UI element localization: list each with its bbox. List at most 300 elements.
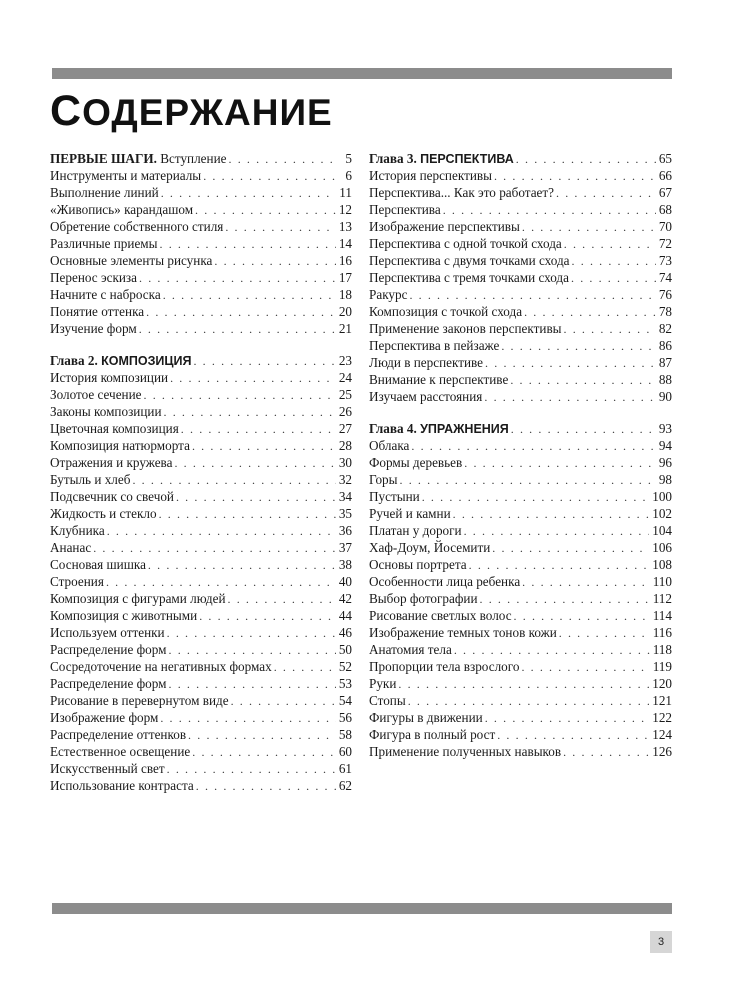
page-ref: 90 [658, 389, 672, 404]
toc-entry[interactable] [369, 743, 672, 760]
page-ref: 20 [338, 304, 352, 319]
dot-leader [464, 523, 650, 540]
toc-entry[interactable] [369, 726, 672, 743]
toc-entry[interactable] [369, 641, 672, 658]
page-ref: 62 [338, 778, 352, 793]
dot-leader [132, 472, 335, 489]
page-ref: 88 [658, 372, 672, 387]
toc-entry[interactable] [50, 201, 352, 218]
entry-title: История перспективы [369, 168, 492, 183]
entry-title: Перспектива с тремя точками схода [369, 270, 569, 285]
entry-title: Естественное освещение [50, 744, 191, 759]
entry-title: Сосновая шишка [50, 557, 146, 572]
dot-leader [516, 151, 656, 168]
toc-entry[interactable] [369, 252, 672, 269]
entry-title: Понятие оттенка [50, 304, 145, 319]
dot-leader [411, 438, 655, 455]
page-ref: 124 [652, 727, 672, 742]
chapter-name: ПЕРСПЕКТИВА [420, 152, 514, 166]
toc-entry[interactable] [369, 167, 672, 184]
page-ref: 121 [652, 693, 672, 708]
entry-title: Перспектива с одной точкой схода [369, 236, 562, 251]
toc-entry[interactable] [50, 420, 352, 437]
toc-entry[interactable] [369, 235, 672, 252]
toc-entry[interactable] [369, 303, 672, 320]
chapter-heading[interactable] [50, 150, 352, 167]
entry-title: Композиция с точкой схода [369, 304, 523, 319]
entry-title: Особенности лица ребенка [369, 574, 521, 589]
entry-title: Анатомия тела [369, 642, 452, 657]
dot-leader [203, 168, 337, 185]
entry-title: Основные элементы рисунка [50, 253, 213, 268]
entry-title: Ручей и камни [369, 506, 451, 521]
entry-title: Использование контраста [50, 778, 194, 793]
dot-leader [524, 304, 656, 321]
dot-leader [409, 287, 655, 304]
toc-entry[interactable] [369, 184, 672, 201]
page-ref: 116 [652, 625, 672, 640]
dot-leader [400, 472, 656, 489]
page-ref: 32 [338, 472, 352, 487]
dot-leader [159, 506, 336, 523]
toc-entry[interactable] [50, 624, 352, 641]
page-ref: 18 [338, 287, 352, 302]
entry-title: Рисование светлых волос [369, 608, 512, 623]
dot-leader [225, 219, 335, 236]
page-ref: 58 [338, 727, 352, 742]
dot-leader [148, 557, 336, 574]
page-ref: 119 [652, 659, 672, 674]
page-ref: 13 [338, 219, 352, 234]
entry-title: Жидкость и стекло [50, 506, 157, 521]
toc-entry[interactable] [50, 726, 352, 743]
toc-entry[interactable] [369, 607, 672, 624]
toc-entry[interactable] [50, 505, 352, 522]
entry-title: Искусственный свет [50, 761, 165, 776]
entry-title: Применение полученных навыков [369, 744, 562, 759]
page-ref: 26 [338, 404, 352, 419]
dot-leader [139, 270, 336, 287]
dot-leader [176, 489, 336, 506]
dot-leader [170, 370, 336, 387]
entry-title: Распределение форм [50, 676, 167, 691]
page-ref: 104 [652, 523, 672, 538]
toc-entry[interactable] [50, 252, 352, 269]
dot-leader [559, 625, 650, 642]
dot-leader [231, 693, 336, 710]
top-rule [52, 68, 672, 79]
page-ref: 12 [338, 202, 352, 217]
dot-leader [443, 202, 656, 219]
entry-title: Перспектива [369, 202, 441, 217]
chapter-heading[interactable] [50, 352, 352, 369]
toc-section [50, 352, 352, 794]
toc-entry[interactable] [50, 658, 352, 675]
dot-leader [193, 353, 335, 370]
chapter-label: Глава 2. [50, 353, 102, 368]
dot-leader [163, 287, 336, 304]
dot-leader [192, 744, 336, 761]
page-ref: 76 [658, 287, 672, 302]
page-ref: 86 [658, 338, 672, 353]
page-ref: 23 [338, 353, 352, 368]
toc-entry[interactable] [369, 488, 672, 505]
dot-leader [106, 574, 336, 591]
page-ref: 70 [658, 219, 672, 234]
toc-entry[interactable] [369, 337, 672, 354]
dot-leader [484, 389, 655, 406]
entry-title: История композиции [50, 370, 169, 385]
page-ref: 102 [652, 506, 672, 521]
chapter-title [369, 420, 509, 438]
dot-leader [167, 625, 336, 642]
toc-entry[interactable] [369, 505, 672, 522]
toc-entry[interactable] [369, 454, 672, 471]
chapter-label: ПЕРВЫЕ ШАГИ. [50, 151, 157, 166]
page-ref: 25 [338, 387, 352, 402]
entry-title: Ракурс [369, 287, 408, 302]
toc-entry[interactable] [50, 539, 352, 556]
entry-title: Изображение форм [50, 710, 159, 725]
dot-leader [229, 151, 338, 168]
page-ref: 74 [658, 270, 672, 285]
page-ref: 16 [338, 253, 352, 268]
page-ref: 40 [338, 574, 352, 589]
dot-leader [214, 253, 335, 270]
page-ref: 82 [658, 321, 672, 336]
toc-entry[interactable] [50, 167, 352, 184]
dot-leader [196, 778, 336, 795]
entry-title: Пустыни [369, 489, 420, 504]
toc-entry[interactable] [50, 488, 352, 505]
page-ref: 37 [338, 540, 352, 555]
toc-entry[interactable] [50, 607, 352, 624]
page-ref: 44 [338, 608, 352, 623]
entry-title: Композиция с животными [50, 608, 198, 623]
dot-leader [454, 642, 650, 659]
toc-entry[interactable] [50, 522, 352, 539]
dot-leader [497, 727, 649, 744]
toc-entry[interactable] [369, 437, 672, 454]
page-ref: 28 [338, 438, 352, 453]
chapter-heading[interactable] [369, 150, 672, 167]
page-ref: 78 [658, 304, 672, 319]
dot-leader [199, 608, 336, 625]
dot-leader [192, 438, 336, 455]
toc-entry[interactable] [50, 641, 352, 658]
page-ref: 56 [338, 710, 352, 725]
dot-leader [501, 338, 655, 355]
entry-title: Композиция с фигурами людей [50, 591, 226, 606]
entry-title: Формы деревьев [369, 455, 463, 470]
entry-title: Золотое сечение [50, 387, 142, 402]
toc-column-right [369, 150, 672, 775]
page-ref: 11 [339, 185, 352, 200]
toc-entry[interactable] [369, 201, 672, 218]
chapter-title [50, 352, 191, 370]
toc-entry[interactable] [50, 403, 352, 420]
dot-leader [160, 710, 335, 727]
dot-leader [422, 489, 650, 506]
page-ref: 6 [345, 168, 352, 183]
toc-entry[interactable] [50, 692, 352, 709]
entry-title: Фигура в полный рост [369, 727, 496, 742]
dot-leader [485, 355, 656, 372]
page-ref: 120 [652, 676, 672, 691]
entry-title: Обретение собственного стиля [50, 219, 224, 234]
page-ref: 67 [658, 185, 672, 200]
dot-leader [511, 421, 656, 438]
chapter-subtitle: Вступление [156, 151, 227, 166]
dot-leader [139, 321, 336, 338]
chapter-label: Глава 3. [369, 151, 421, 166]
page-ref: 100 [652, 489, 672, 504]
toc-entry[interactable] [369, 539, 672, 556]
entry-title: Люди в перспективе [369, 355, 484, 370]
toc-entry[interactable] [369, 218, 672, 235]
toc-entry[interactable] [369, 692, 672, 709]
dot-leader [174, 455, 335, 472]
entry-title: Изображение темных тонов кожи [369, 625, 557, 640]
toc-entry[interactable] [50, 743, 352, 760]
entry-title: Изучаем расстояния [369, 389, 483, 404]
dot-leader [464, 455, 656, 472]
toc-entry[interactable] [50, 590, 352, 607]
page-ref: 27 [338, 421, 352, 436]
entry-title: Бутыль и хлеб [50, 472, 131, 487]
toc-entry[interactable] [369, 269, 672, 286]
dot-leader [188, 727, 336, 744]
toc-entry[interactable] [50, 454, 352, 471]
entry-title: Рисование в перевернутом виде [50, 693, 229, 708]
entry-title: Цветочная композиция [50, 421, 179, 436]
page-ref: 50 [338, 642, 352, 657]
entry-title: Горы [369, 472, 398, 487]
toc-entry[interactable] [50, 437, 352, 454]
entry-title: Композиция натюрморта [50, 438, 190, 453]
page-ref: 17 [338, 270, 352, 285]
toc-entry[interactable] [50, 303, 352, 320]
toc-entry[interactable] [50, 320, 352, 337]
toc-entry[interactable] [50, 709, 352, 726]
chapter-heading[interactable] [369, 420, 672, 437]
entry-title: Распределение оттенков [50, 727, 187, 742]
entry-title: Изображение перспективы [369, 219, 520, 234]
page-ref: 38 [338, 557, 352, 572]
page-ref: 5 [345, 151, 352, 166]
toc-entry[interactable] [50, 471, 352, 488]
entry-title: Перспектива с двумя точками схода [369, 253, 570, 268]
dot-leader [563, 744, 649, 761]
toc-entry[interactable] [369, 624, 672, 641]
entry-title: Инструменты и материалы [50, 168, 202, 183]
toc-entry[interactable] [369, 658, 672, 675]
toc-entry[interactable] [369, 354, 672, 371]
page-title: СОДЕРЖАНИЕ [50, 87, 333, 135]
page-ref: 96 [658, 455, 672, 470]
page-ref: 106 [652, 540, 672, 555]
toc-section [369, 150, 672, 405]
page-ref: 35 [338, 506, 352, 521]
dot-leader [514, 608, 650, 625]
page-ref: 21 [338, 321, 352, 336]
dot-leader [522, 219, 656, 236]
entry-title: Применение законов перспективы [369, 321, 562, 336]
toc-entry[interactable] [50, 573, 352, 590]
toc-entry[interactable] [369, 471, 672, 488]
toc-entry[interactable] [50, 184, 352, 201]
page-ref: 54 [338, 693, 352, 708]
dot-leader [169, 676, 336, 693]
page-ref: 52 [338, 659, 352, 674]
entry-title: Распределение форм [50, 642, 167, 657]
dot-leader [480, 591, 650, 608]
chapter-label: Глава 4. [369, 421, 421, 436]
entry-title: Изучение форм [50, 321, 137, 336]
entry-title: Руки [369, 676, 397, 691]
page-ref: 66 [658, 168, 672, 183]
dot-leader [398, 676, 649, 693]
entry-title: Подсвечник со свечой [50, 489, 174, 504]
entry-title: «Живопись» карандашом [50, 202, 194, 217]
entry-title: Законы композиции [50, 404, 162, 419]
page-ref: 73 [658, 253, 672, 268]
entry-title: Начните с наброска [50, 287, 161, 302]
page-ref: 94 [658, 438, 672, 453]
entry-title: Ананас [50, 540, 92, 555]
dot-leader [167, 761, 336, 778]
entry-title: Платан у дороги [369, 523, 462, 538]
page-ref: 46 [338, 625, 352, 640]
chapter-name: УПРАЖНЕНИЯ [420, 422, 509, 436]
entry-title: Перспектива... Как это работает? [369, 185, 555, 200]
page-ref: 34 [338, 489, 352, 504]
dot-leader [469, 557, 650, 574]
page-ref: 14 [338, 236, 352, 251]
chapter-title [50, 150, 227, 167]
dot-leader [161, 185, 337, 202]
toc-entry[interactable] [369, 388, 672, 405]
toc-section [50, 150, 352, 337]
entry-title: Строения [50, 574, 104, 589]
page-ref: 65 [658, 151, 672, 166]
page-ref: 112 [652, 591, 672, 606]
dot-leader [181, 421, 336, 438]
toc-entry[interactable] [50, 556, 352, 573]
toc-section [369, 420, 672, 760]
entry-title: Используем оттенки [50, 625, 165, 640]
toc-entry[interactable] [369, 371, 672, 388]
dot-leader [572, 253, 656, 270]
toc-entry[interactable] [50, 235, 352, 252]
entry-title: Перспектива в пейзаже [369, 338, 500, 353]
entry-title: Внимание к перспективе [369, 372, 509, 387]
entry-title: Различные приемы [50, 236, 158, 251]
toc-entry[interactable] [369, 286, 672, 303]
dot-leader [107, 523, 336, 540]
page-ref: 114 [652, 608, 672, 623]
dot-leader [164, 404, 336, 421]
toc-entry[interactable] [369, 709, 672, 726]
toc-column-left [50, 150, 352, 809]
dot-leader [485, 710, 650, 727]
dot-leader [522, 574, 650, 591]
dot-leader [160, 236, 336, 253]
page-ref: 87 [658, 355, 672, 370]
page-ref: 60 [338, 744, 352, 759]
entry-title: Выполнение линий [50, 185, 159, 200]
dot-leader [571, 270, 656, 287]
toc-entry[interactable] [50, 760, 352, 777]
toc-entry[interactable] [369, 573, 672, 590]
page-ref: 24 [338, 370, 352, 385]
entry-title: Стопы [369, 693, 406, 708]
entry-title: Облака [369, 438, 410, 453]
page-ref: 61 [338, 761, 352, 776]
dot-leader [408, 693, 649, 710]
toc-entry[interactable] [369, 590, 672, 607]
dot-leader [453, 506, 650, 523]
dot-leader [195, 202, 336, 219]
page-ref: 68 [658, 202, 672, 217]
page-ref: 72 [658, 236, 672, 251]
toc-entry[interactable] [369, 675, 672, 692]
toc-entry[interactable] [369, 320, 672, 337]
entry-title: Перенос эскиза [50, 270, 137, 285]
toc-entry[interactable] [50, 777, 352, 794]
bottom-rule [52, 903, 672, 914]
toc-entry[interactable] [50, 675, 352, 692]
toc-entry[interactable] [50, 369, 352, 386]
page-ref: 93 [658, 421, 672, 436]
entry-title: Выбор фотографии [369, 591, 478, 606]
toc-entry[interactable] [50, 218, 352, 235]
entry-title: Фигуры в движении [369, 710, 483, 725]
dot-leader [144, 387, 336, 404]
dot-leader [169, 642, 336, 659]
dot-leader [564, 321, 656, 338]
toc-entry[interactable] [50, 269, 352, 286]
entry-title: Отражения и кружева [50, 455, 173, 470]
dot-leader [492, 540, 649, 557]
page-ref: 122 [652, 710, 672, 725]
page-ref: 118 [652, 642, 672, 657]
dot-leader [93, 540, 336, 557]
entry-title: Клубника [50, 523, 105, 538]
dot-leader [564, 236, 656, 253]
entry-title: Хаф-Доум, Йосемити [369, 540, 491, 555]
dot-leader [274, 659, 336, 676]
dot-leader [510, 372, 656, 389]
toc-entry[interactable] [369, 556, 672, 573]
page-ref: 98 [658, 472, 672, 487]
dot-leader [146, 304, 336, 321]
page-ref: 53 [338, 676, 352, 691]
page-ref: 36 [338, 523, 352, 538]
toc-entry[interactable] [50, 386, 352, 403]
dot-leader [556, 185, 656, 202]
page-ref: 110 [652, 574, 672, 589]
page-ref: 30 [338, 455, 352, 470]
page-ref: 126 [652, 744, 672, 759]
toc-entry[interactable] [50, 286, 352, 303]
entry-title: Сосредоточение на негативных формах [50, 659, 272, 674]
toc-entry[interactable] [369, 522, 672, 539]
entry-title: Основы портрета [369, 557, 467, 572]
dot-leader [228, 591, 336, 608]
page-ref: 108 [652, 557, 672, 572]
dot-leader [494, 168, 656, 185]
